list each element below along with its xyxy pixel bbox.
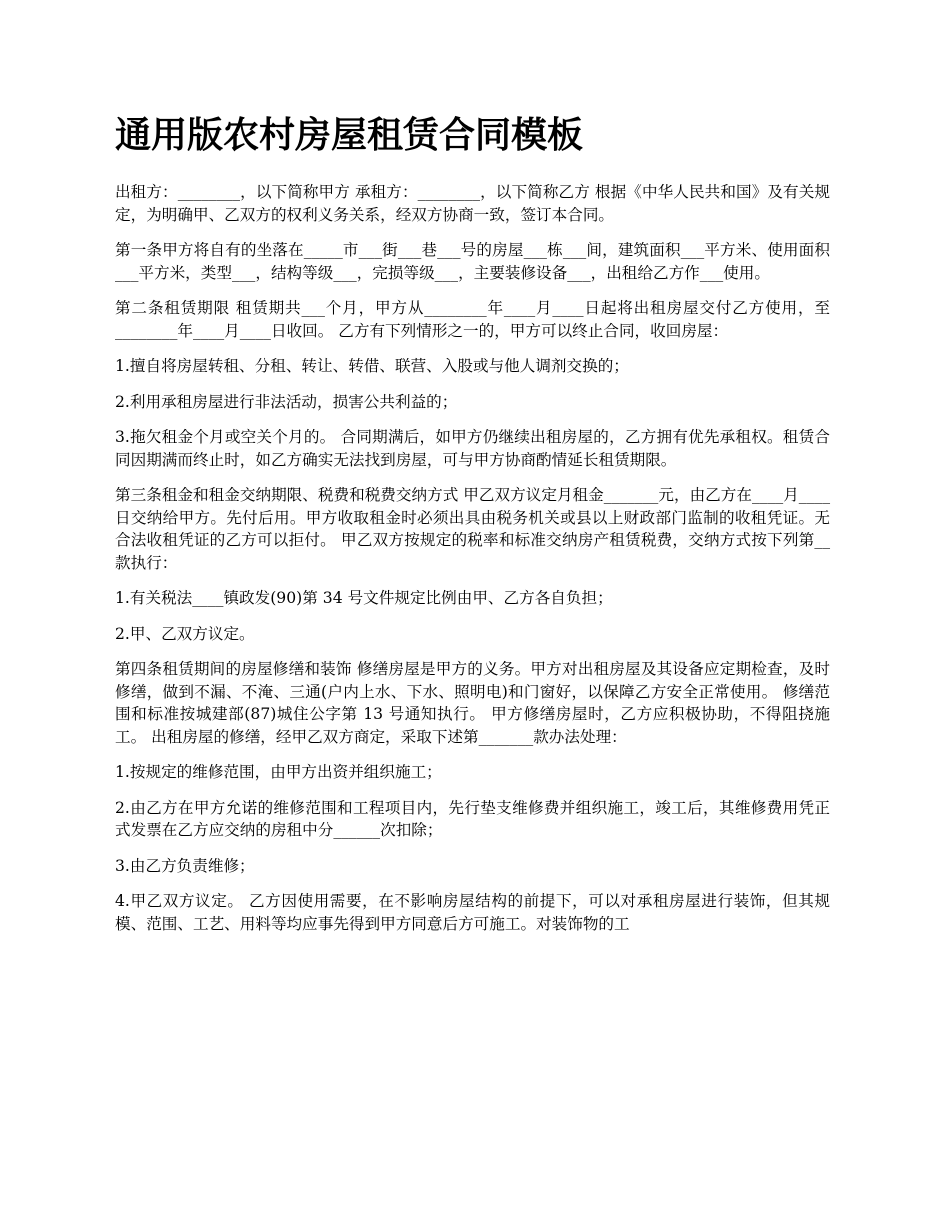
paragraph-tax-item-1: 1.有关税法____镇政发(90)第 34 号文件规定比例由甲、乙方各自负担； [115, 589, 613, 607]
paragraph-repair-item-1: 1.按规定的维修范围，由甲方出资并组织施工； [115, 763, 442, 781]
document-page [115, 110, 830, 948]
paragraph-repair-item-4: 4.甲乙双方议定。 乙方因使用需要，在不影响房屋结构的前提下，可以对承租房屋进行装饰，但其规模、范围、工艺、用料等均应事先得到甲方同意后方可施工。对装饰物的工 [115, 892, 830, 933]
paragraph-article-4: 第四条租赁期间的房屋修缮和装饰 修缮房屋是甲方的义务。甲方对出租房屋及其设备应定期检查，及时修缮，做到不漏、不淹、三通(户内上水、下水、照明电)和门窗好，以保障乙方安全正常使用。 修缮范围和标准按城建部(87)城住公字第 13 号通知执行。 甲方修缮房屋时，乙方应积极协助，不得阻挠施工。 出租房屋的修缮，经甲乙双方商定，采取下述第_______款办法处理： [115, 660, 830, 746]
paragraph-termination-item-1: 1.擅自将房屋转租、分租、转让、转借、联营、入股或与他人调剂交换的； [115, 357, 629, 375]
paragraph-repair-item-3: 3.由乙方负责维修； [115, 856, 255, 875]
paragraph-article-1: 第一条甲方将自有的坐落在_____市___街___巷___号的房屋___栋___间，建筑面积___平方米、使用面积___平方米，类型___，结构等级___，完损等级___，主要装修设备___，出租给乙方作___使用。 [115, 241, 830, 282]
paragraph-termination-item-2: 2.利用承租房屋进行非法活动，损害公共利益的； [115, 392, 458, 411]
paragraph-repair-item-2: 2.由乙方在甲方允诺的维修范围和工程项目内，先行垫支维修费并组织施工，竣工后，其维修费用凭正式发票在乙方应交纳的房租中分______次扣除； [115, 798, 830, 839]
paragraph-preamble: 出租方：________，以下简称甲方 承租方：________，以下简称乙方 根据《中华人民共和国》及有关规定，为明确甲、乙双方的权利义务关系，经双方协商一致，签订本合同。 [115, 183, 830, 224]
paragraph-tax-item-2: 2.甲、乙双方议定。 [115, 624, 255, 643]
paragraph-article-2: 第二条租赁期限 租赁期共___个月，甲方从________年____月____日起将出租房屋交付乙方使用，至________年____月____日收回。 乙方有下列情形之一的，甲方可以终止合同，收回房屋： [115, 299, 830, 340]
paragraph-article-3: 第三条租金和租金交纳期限、税费和税费交纳方式 甲乙双方议定月租金_______元，由乙方在____月____日交纳给甲方。先付后用。甲方收取租金时必须出具由税务机关或县以上财政部门监制的收租凭证。无合法收租凭证的乙方可以拒付。 甲乙双方按规定的税率和标准交纳房产租赁税费，交纳方式按下列第__款执行： [115, 486, 830, 572]
paragraph-termination-item-3: 3.拖欠租金个月或空关个月的。 合同期满后，如甲方仍继续出租房屋的，乙方拥有优先承租权。租赁合同因期满而终止时，如乙方确实无法找到房屋，可与甲方协商酌情延长租赁期限。 [115, 428, 830, 469]
document-title: 通用版农村房屋租赁合同模板 [115, 115, 584, 156]
